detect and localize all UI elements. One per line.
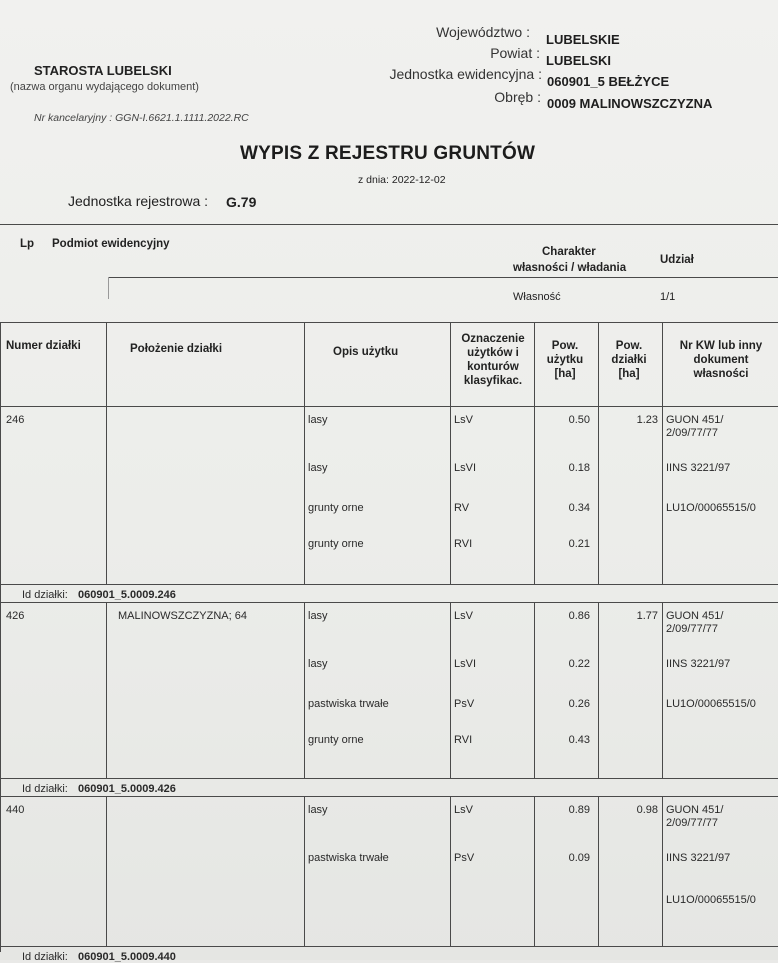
column-divider (106, 322, 107, 406)
land-use-code: PsV (454, 698, 475, 710)
land-use-area: 0.89 (568, 804, 590, 816)
ownership-document-line2: 2/09/77/77 (666, 817, 718, 829)
land-use-code: PsV (454, 852, 475, 864)
column-divider (304, 602, 305, 778)
owners-col-charakter: Charakter (542, 246, 596, 258)
column-divider (106, 602, 107, 778)
owners-col-podmiot: Podmiot ewidencyjny (52, 238, 170, 250)
parcel-id-label: Id działki: (22, 589, 68, 601)
ownership-document: IINS 3221/97 (666, 658, 731, 670)
obreb-label: Obręb : (494, 89, 541, 105)
divider (0, 224, 778, 225)
land-use-area: 0.43 (568, 734, 590, 746)
ownership-document: IINS 3221/97 (666, 852, 731, 864)
column-divider (304, 322, 305, 406)
owner-udzial: 1/1 (660, 291, 676, 303)
owners-col-udzial: Udział (660, 254, 694, 266)
col-numer-dzialki: Numer działki (6, 340, 81, 352)
column-divider (534, 406, 535, 584)
col-opis: Opis użytku (333, 346, 399, 358)
organ-note: (nazwa organu wydającego dokument) (10, 81, 199, 93)
ownership-document: GUON 451/ (666, 804, 724, 816)
parcel-area: 1.23 (636, 414, 658, 426)
land-use-code: RVI (454, 538, 473, 550)
ownership-document: IINS 3221/97 (666, 462, 731, 474)
ownership-document: LU1O/00065515/0 (666, 894, 756, 906)
land-use-description: lasy (308, 658, 328, 670)
divider (108, 277, 109, 299)
land-use-description: lasy (308, 610, 328, 622)
column-divider (304, 796, 305, 946)
land-use-description: lasy (308, 414, 328, 426)
ownership-document-line2: 2/09/77/77 (666, 427, 718, 439)
column-divider (662, 602, 663, 778)
parcel-bottom-divider (0, 778, 778, 779)
land-use-description: lasy (308, 462, 328, 474)
col-nr-kw: Nr KW lub inny dokument własności (679, 340, 763, 380)
land-use-description: pastwiska trwałe (308, 698, 389, 710)
column-divider (534, 322, 535, 406)
parcel-number: 246 (6, 414, 25, 426)
parcel-location: MALINOWSZCZYZNA; 64 (118, 610, 247, 622)
land-use-code: LsVI (454, 658, 477, 670)
land-use-code: RV (454, 502, 470, 514)
powiat-value: LUBELSKI (546, 53, 611, 68)
col-polozenie: Położenie działki (130, 343, 223, 355)
parcel-area: 1.77 (636, 610, 658, 622)
owner-charakter: Własność (513, 291, 561, 303)
ownership-document: GUON 451/ (666, 610, 724, 622)
land-use-code: RVI (454, 734, 473, 746)
wojewodztwo-label: Województwo : (436, 24, 530, 40)
col-oznaczenie: Oznaczenie użytków i konturów klasyfikac. (461, 333, 525, 387)
parcel-bottom-divider (0, 946, 778, 947)
ownership-document: LU1O/00065515/0 (666, 502, 756, 514)
jednostka-label: Jednostka ewidencyjna : (389, 66, 542, 82)
column-divider (450, 406, 451, 584)
parcel-id-value: 060901_5.0009.246 (78, 589, 176, 601)
land-use-code: LsV (454, 610, 473, 622)
land-use-area: 0.26 (568, 698, 590, 710)
column-divider (106, 406, 107, 584)
jednostka-rejestrowa-value: G.79 (226, 194, 257, 210)
ownership-document: LU1O/00065515/0 (666, 698, 756, 710)
ownership-document: GUON 451/ (666, 414, 724, 426)
column-divider (662, 406, 663, 584)
ownership-document-line2: 2/09/77/77 (666, 623, 718, 635)
col-pow-dzialki: Pow. działki [ha] (611, 340, 647, 380)
organ-name: STAROSTA LUBELSKI (34, 63, 172, 78)
column-divider (662, 322, 663, 406)
land-use-description: pastwiska trwałe (308, 852, 389, 864)
column-divider (304, 406, 305, 584)
land-use-area: 0.86 (568, 610, 590, 622)
column-divider (598, 406, 599, 584)
land-use-area: 0.22 (568, 658, 590, 670)
land-use-area: 0.09 (568, 852, 590, 864)
col-pow-uzytku: Pow. użytku [ha] (546, 340, 584, 380)
parcel-bottom-divider (0, 584, 778, 585)
land-use-area: 0.21 (568, 538, 590, 550)
document-date: z dnia: 2022-12-02 (358, 174, 446, 186)
parcel-id-label: Id działki: (22, 783, 68, 795)
column-divider (534, 602, 535, 778)
powiat-label: Powiat : (490, 45, 540, 61)
owners-col-charakter-2: własności / władania (513, 262, 627, 274)
wojewodztwo-value: LUBELSKIE (546, 32, 620, 47)
land-use-description: grunty orne (308, 734, 364, 746)
parcel-number: 426 (6, 610, 25, 622)
column-divider (450, 602, 451, 778)
table-left-border (0, 322, 1, 952)
parcel-id-value: 060901_5.0009.426 (78, 783, 176, 795)
column-divider (106, 796, 107, 946)
column-divider (450, 796, 451, 946)
parcel-table (0, 322, 778, 963)
kancelaryjny-number: Nr kancelaryjny : GGN-I.6621.1.1111.2022.RC (34, 112, 249, 124)
column-divider (450, 322, 451, 406)
land-use-code: LsV (454, 414, 473, 426)
parcel-id-value: 060901_5.0009.440 (78, 951, 176, 963)
jednostka-rejestrowa-label: Jednostka rejestrowa : (68, 193, 209, 209)
obreb-value: 0009 MALINOWSZCZYZNA (547, 96, 713, 111)
column-divider (598, 322, 599, 406)
column-divider (662, 796, 663, 946)
land-use-area: 0.34 (568, 502, 590, 514)
parcel-area: 0.98 (636, 804, 658, 816)
land-use-code: LsV (454, 804, 473, 816)
land-use-description: lasy (308, 804, 328, 816)
parcel-number: 440 (6, 804, 25, 816)
column-divider (598, 602, 599, 778)
owners-col-lp: Lp (20, 238, 35, 250)
jednostka-value: 060901_5 BEŁŻYCE (547, 74, 670, 89)
divider (108, 277, 778, 278)
land-use-area: 0.50 (568, 414, 590, 426)
land-use-description: grunty orne (308, 538, 364, 550)
column-divider (598, 796, 599, 946)
land-use-description: grunty orne (308, 502, 364, 514)
column-divider (534, 796, 535, 946)
parcel-id-label: Id działki: (22, 951, 68, 963)
page-title: WYPIS Z REJESTRU GRUNTÓW (240, 143, 536, 164)
land-use-area: 0.18 (568, 462, 590, 474)
land-use-code: LsVI (454, 462, 477, 474)
